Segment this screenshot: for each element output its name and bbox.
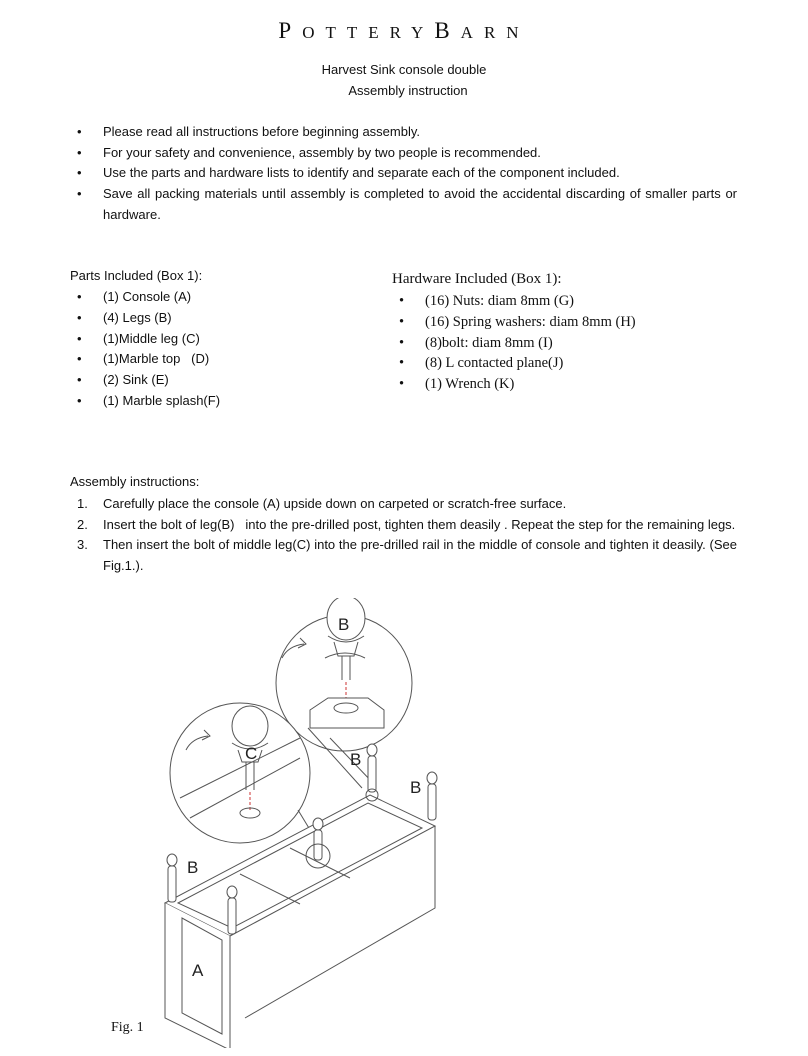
assembly-step: 1. Carefully place the console (A) upside down on carpeted or scratch-free surface. [77,496,567,511]
assembly-step: 3. Then insert the bolt of middle leg(C) into the pre-drilled rail in the middle of console and tighten it deasily. (See Fig.1.). [77,537,737,574]
product-title: Harvest Sink console double [321,62,487,77]
intro-bullet-list [70,122,737,226]
intro-bullet: • Use the parts and hardware lists to identify and separate each of the component included. [70,163,737,184]
label-b-rear-right: B [410,778,422,797]
label-b-rear-left: B [350,750,362,769]
label-c-detail: C [245,744,258,763]
assembly-diagram [150,598,450,1048]
parts-item: • (4) Legs (B) [70,308,220,329]
hardware-item: • (1) Wrench (K) [392,374,636,395]
parts-item: • (1)Middle leg (C) [70,329,220,350]
parts-item: • (1) Marble splash(F) [70,391,220,412]
hardware-list [392,291,636,395]
hardware-title: Hardware Included (Box 1): [392,271,562,287]
assembly-step: 2. Insert the bolt of leg(B) into the pre-drilled post, tighten them deasily . Repeat the step for the remaining legs. [77,516,736,532]
hardware-item: • (16) Nuts: diam 8mm (G) [392,291,636,312]
hardware-item: • (16) Spring washers: diam 8mm (H) [392,312,636,333]
parts-item: • (1) Console (A) [70,287,220,308]
parts-item: • (1)Marble top (D) [70,349,220,370]
parts-title: Parts Included (Box 1): [70,268,203,283]
assembly-steps [70,494,737,577]
hardware-item: • (8)bolt: diam 8mm (I) [392,333,636,354]
intro-bullet: • For your safety and convenience, assembly by two people is recommended. [70,143,737,164]
brand-logo: POTTERYBARN [278,18,530,43]
assembly-title: Assembly instructions: [70,474,200,489]
parts-list [70,287,220,412]
doc-title: Assembly instruction [348,83,468,98]
figure-caption: Fig. 1 [111,1020,144,1035]
parts-item: • (2) Sink (E) [70,370,220,391]
label-a-console: A [192,961,204,980]
hardware-item: • (8) L contacted plane(J) [392,353,636,374]
intro-bullet: • Please read all instructions before beginning assembly. [70,122,737,143]
intro-bullet: • Save all packing materials until assembly is completed to avoid the accidental discarding of smaller parts or hardware. [70,184,737,225]
label-b-detail: B [338,615,350,634]
label-b-front: B [187,858,199,877]
